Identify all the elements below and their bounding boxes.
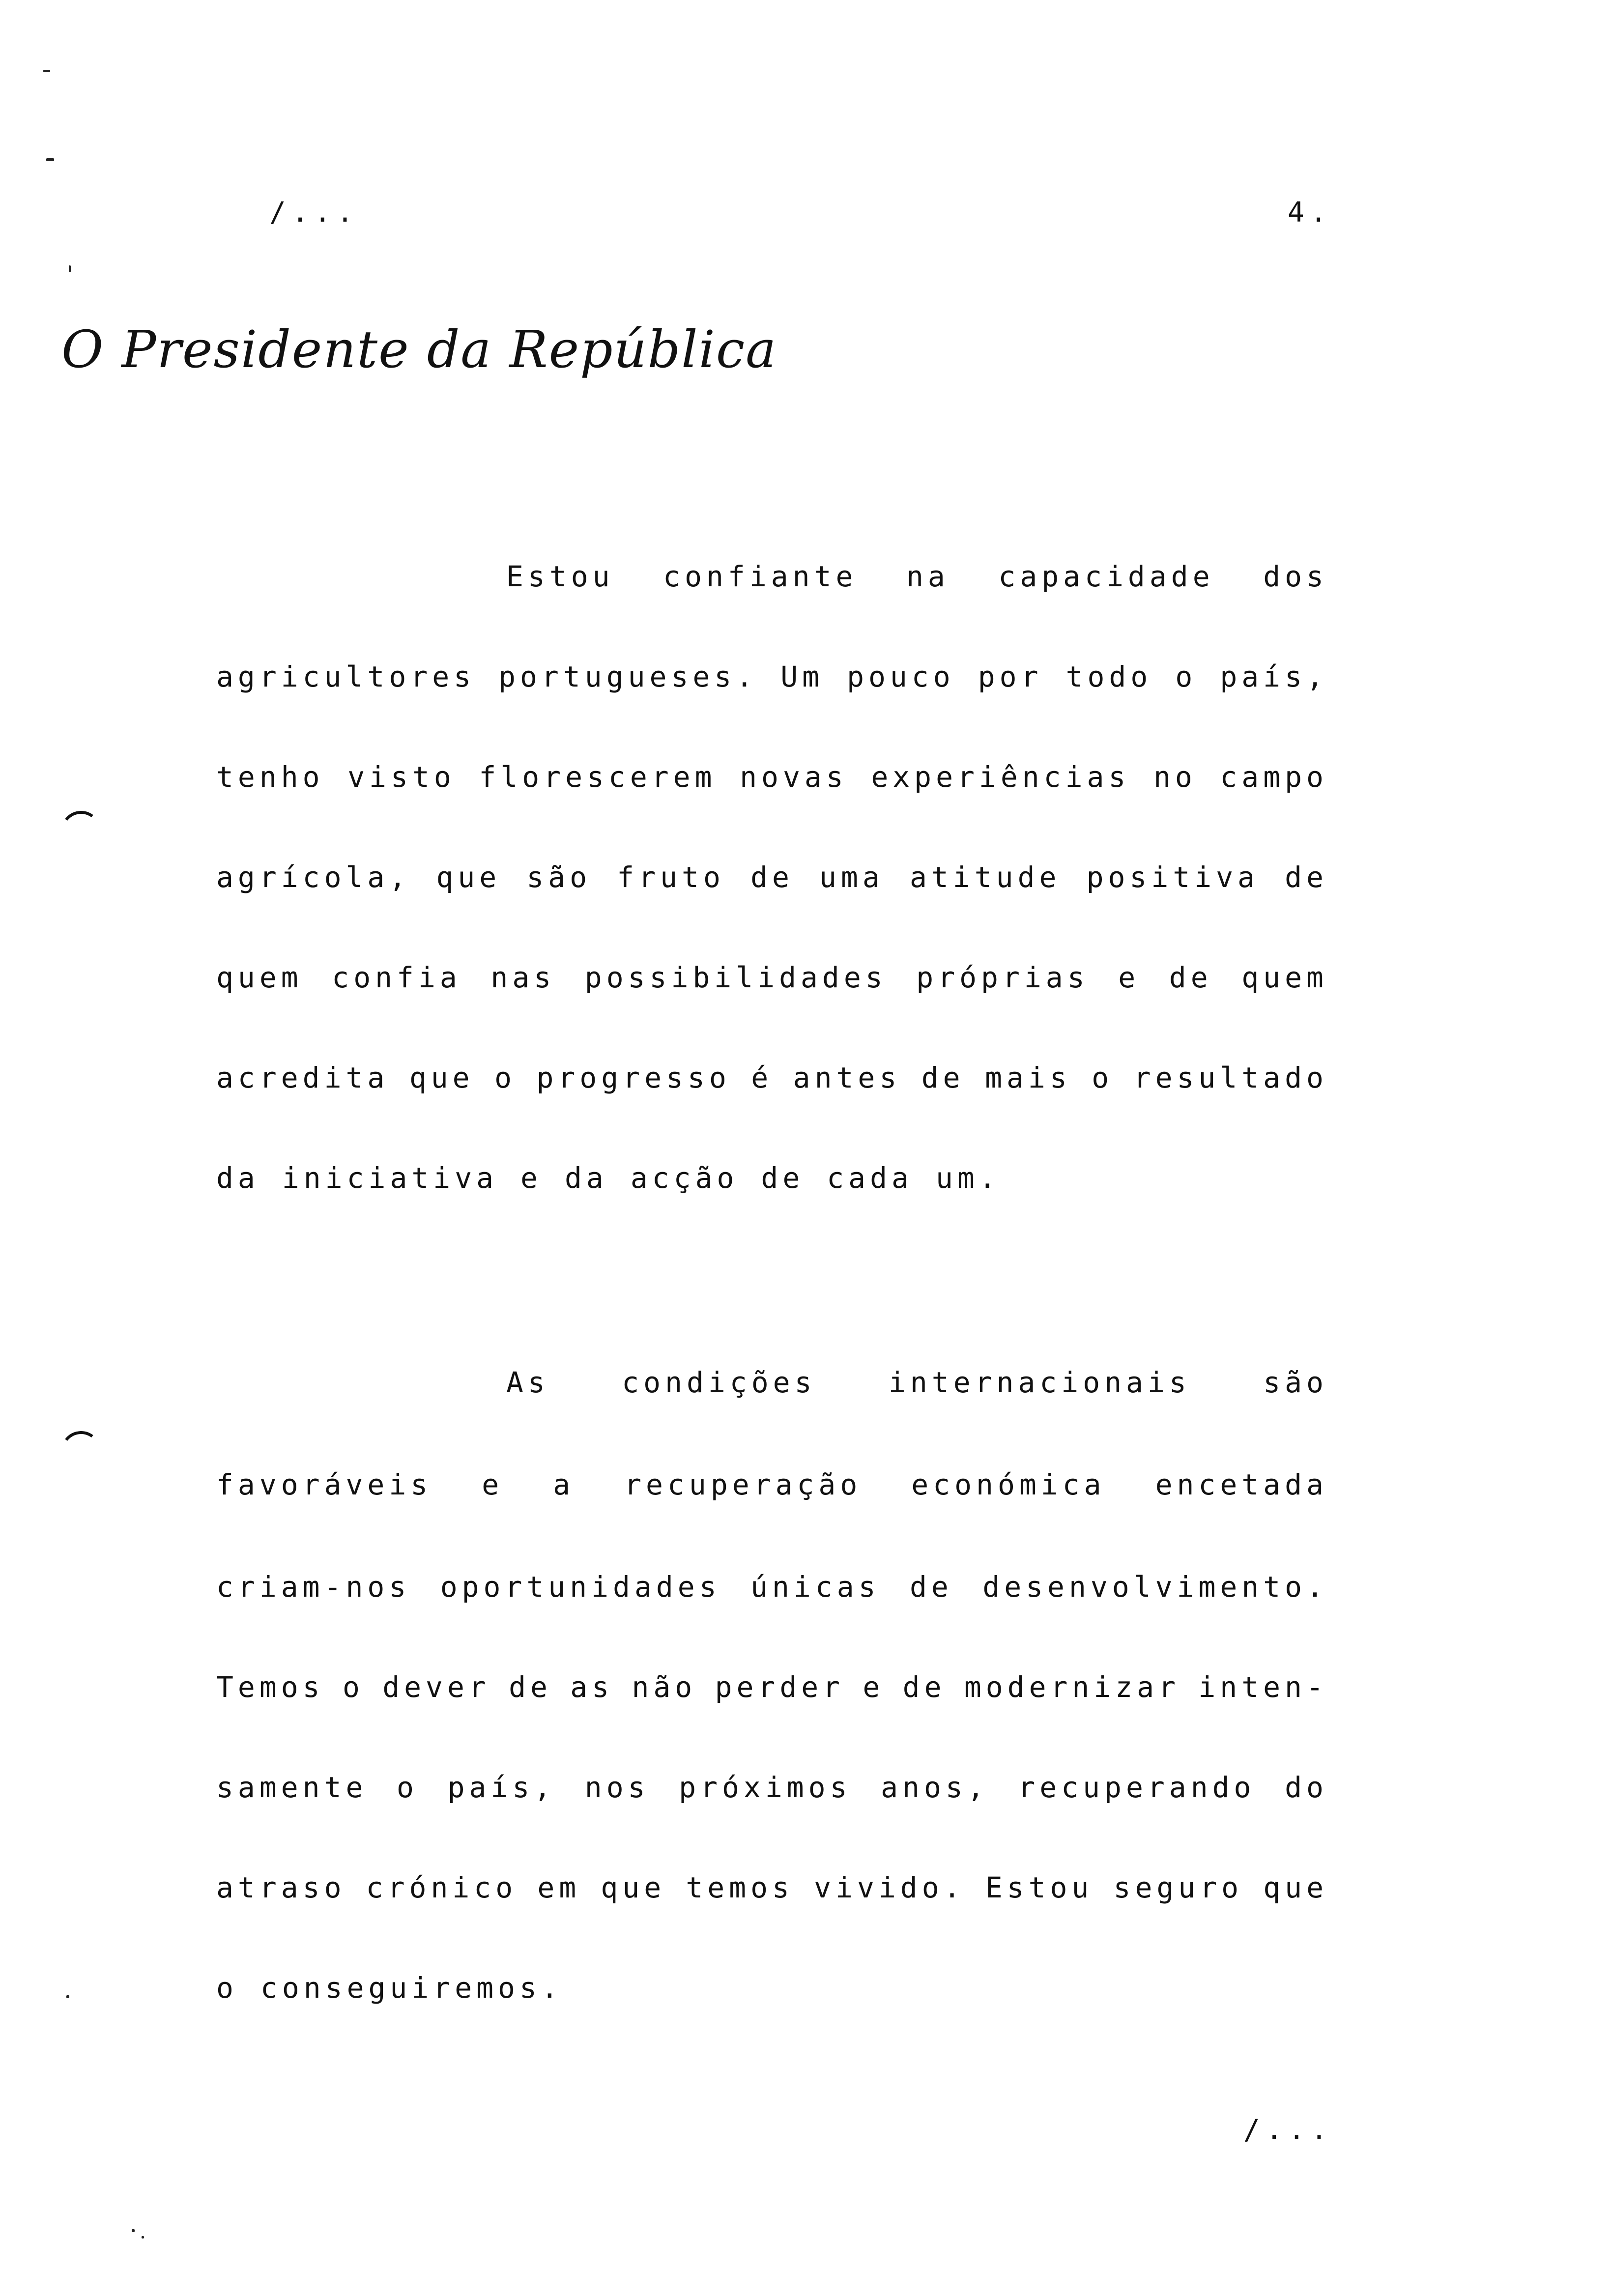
- word: de: [910, 1570, 953, 1604]
- word: da: [216, 1161, 259, 1195]
- word: crónico: [366, 1871, 518, 1904]
- scan-speck: [142, 2236, 144, 2239]
- word: anos,: [881, 1771, 989, 1804]
- word: conseguiremos.: [260, 1971, 563, 2005]
- word: são: [526, 861, 592, 894]
- word: oportunidades: [440, 1570, 721, 1604]
- scan-speck: [66, 1995, 69, 1998]
- word: nos: [584, 1771, 650, 1804]
- word: de: [1169, 961, 1212, 994]
- word: o: [1175, 660, 1197, 693]
- word: novas: [740, 760, 848, 794]
- paragraph-line: [216, 1463, 1328, 1507]
- word: o: [1092, 1061, 1114, 1094]
- word: capacidade: [998, 560, 1214, 593]
- word: atraso: [216, 1871, 346, 1904]
- word: que: [1263, 1871, 1328, 1904]
- word: em: [537, 1871, 581, 1904]
- continuation-marker-top: /...: [269, 197, 359, 229]
- page-number: 4.: [1288, 197, 1333, 229]
- word: temos: [686, 1871, 794, 1904]
- word: recuperação: [624, 1468, 862, 1501]
- word: é: [751, 1061, 773, 1094]
- word: progresso: [536, 1061, 731, 1094]
- word: antes: [793, 1061, 901, 1094]
- word: fruto: [617, 861, 725, 894]
- word: que: [409, 1061, 474, 1094]
- word: positiva: [1086, 861, 1259, 894]
- paragraph-line: [216, 1866, 1328, 1910]
- word: confia: [332, 961, 461, 994]
- paragraph-line: [506, 1360, 1328, 1405]
- paragraph-line: [216, 1765, 1328, 1809]
- word: vivido.: [814, 1871, 965, 1904]
- word: país,: [1220, 660, 1328, 693]
- word: o: [342, 1670, 364, 1704]
- word: e: [1118, 961, 1140, 994]
- word: dever: [382, 1670, 490, 1704]
- word: por: [978, 660, 1043, 693]
- word: únicas: [750, 1570, 880, 1604]
- word: Temos: [216, 1670, 324, 1704]
- word: mais: [985, 1061, 1071, 1094]
- word: que: [601, 1871, 666, 1904]
- word: cada: [827, 1161, 913, 1195]
- paragraph-line: [216, 955, 1328, 1000]
- letterhead-title: O Presidente da República: [61, 319, 777, 379]
- word: uma: [819, 861, 884, 894]
- word: agrícola,: [216, 861, 411, 894]
- word: favoráveis: [216, 1468, 432, 1501]
- word: seguro: [1113, 1871, 1243, 1904]
- paragraph-line: [216, 1565, 1328, 1609]
- scan-speck: [69, 265, 71, 272]
- word: experiências: [871, 760, 1130, 794]
- word: e: [520, 1161, 542, 1195]
- paragraph-line: [506, 554, 1328, 599]
- word: modernizar: [964, 1670, 1180, 1704]
- word: de: [761, 1161, 805, 1195]
- margin-punch-mark: [58, 1429, 104, 1474]
- word: agricultores: [216, 660, 476, 693]
- word: todo: [1065, 660, 1152, 693]
- word: um.: [935, 1161, 1001, 1195]
- paragraph-line: [216, 1156, 1328, 1200]
- word: não: [632, 1670, 697, 1704]
- paragraph-line: [216, 755, 1328, 799]
- word: da: [564, 1161, 608, 1195]
- word: perder: [715, 1670, 845, 1704]
- word: acção: [630, 1161, 739, 1195]
- word: económica: [911, 1468, 1106, 1501]
- word: no: [1153, 760, 1197, 794]
- word: encetada: [1155, 1468, 1328, 1501]
- word: próximos: [679, 1771, 852, 1804]
- word: As: [506, 1366, 549, 1399]
- word: de: [902, 1670, 946, 1704]
- word: campo: [1220, 760, 1328, 794]
- word: país,: [447, 1771, 556, 1804]
- word: visto: [347, 760, 456, 794]
- word: internacionais: [888, 1366, 1191, 1399]
- word: possibilidades: [584, 961, 887, 994]
- paragraph-line: [216, 1056, 1328, 1100]
- word: Estou: [506, 560, 614, 593]
- word: o: [494, 1061, 517, 1094]
- word: na: [906, 560, 950, 593]
- word: condições: [622, 1366, 816, 1399]
- word: de: [750, 861, 794, 894]
- word: nas: [490, 961, 556, 994]
- word: e: [482, 1468, 504, 1501]
- paragraph-line: [216, 655, 1328, 699]
- word: quem: [216, 961, 303, 994]
- word: de: [1285, 861, 1328, 894]
- word: e: [863, 1670, 885, 1704]
- word: as: [570, 1670, 614, 1704]
- scan-speck: [46, 158, 54, 161]
- word: tenho: [216, 760, 324, 794]
- word: recuperando: [1018, 1771, 1256, 1804]
- word: acredita: [216, 1061, 389, 1094]
- margin-punch-mark: [58, 808, 104, 854]
- word: Um: [780, 660, 824, 693]
- continuation-marker-bottom: /...: [1243, 2114, 1333, 2146]
- word: de: [921, 1061, 965, 1094]
- paragraph-line: [216, 855, 1328, 899]
- word: do: [1285, 1771, 1328, 1804]
- word: desenvolvimento.: [982, 1570, 1328, 1604]
- word: Estou: [985, 1871, 1094, 1904]
- word: dos: [1263, 560, 1328, 593]
- word: confiante: [663, 560, 858, 593]
- word: são: [1263, 1366, 1328, 1399]
- scan-speck: [43, 70, 50, 72]
- word: quem: [1241, 961, 1328, 994]
- word: iniciativa: [282, 1161, 498, 1195]
- word: próprias: [916, 961, 1089, 994]
- word: florescerem: [479, 760, 717, 794]
- word: o: [216, 1971, 238, 2005]
- word: de: [509, 1670, 552, 1704]
- word: a: [553, 1468, 575, 1501]
- scan-speck: [132, 2229, 135, 2232]
- word: que: [436, 861, 501, 894]
- word: resultado: [1133, 1061, 1328, 1094]
- word: portugueses.: [498, 660, 758, 693]
- paragraph-line: [216, 1665, 1328, 1709]
- word: atitude: [909, 861, 1061, 894]
- word: inten-: [1198, 1670, 1328, 1704]
- word: pouco: [847, 660, 955, 693]
- paragraph-line: [216, 1966, 1328, 2010]
- word: criam-nos: [216, 1570, 411, 1604]
- word: samente: [216, 1771, 368, 1804]
- word: o: [397, 1771, 418, 1804]
